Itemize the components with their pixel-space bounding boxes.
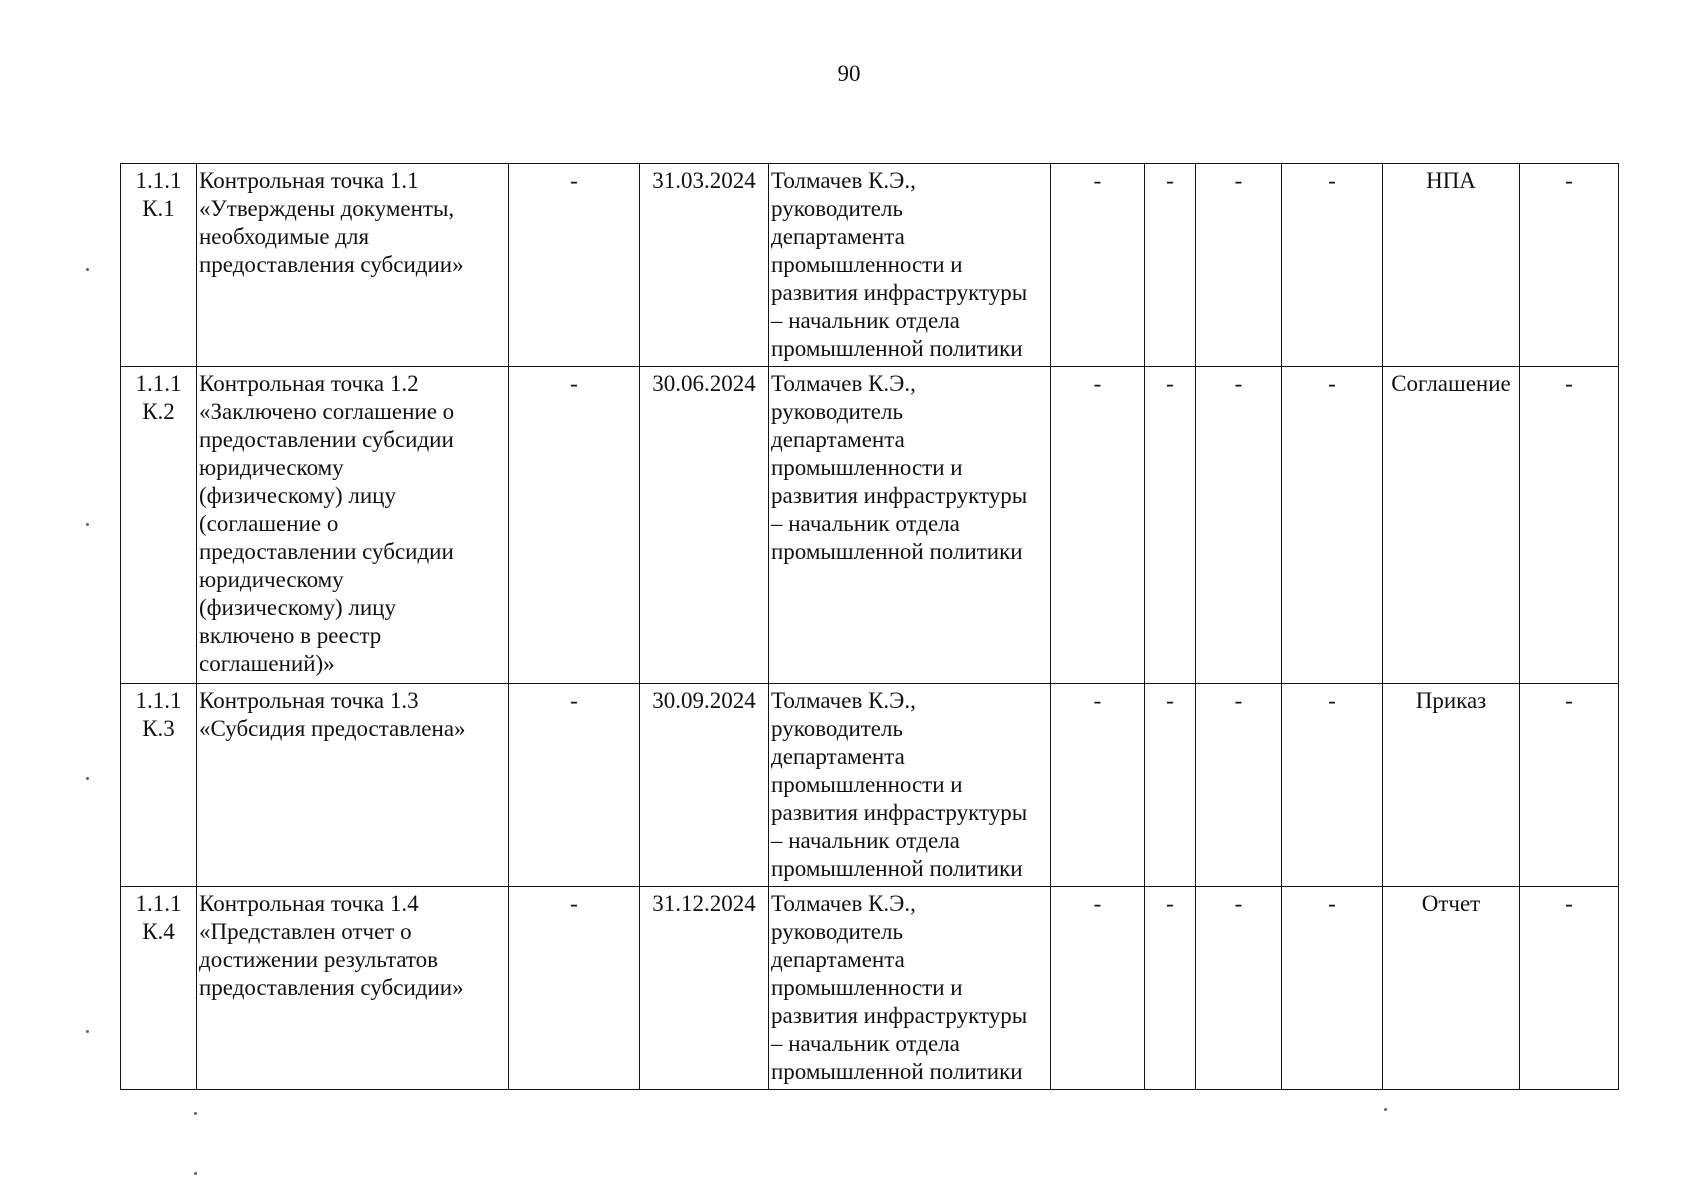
control-point-name-cell xyxy=(197,684,509,887)
end-date-cell: 31.03.2024 xyxy=(640,164,769,367)
responsible-line: промышленности и xyxy=(771,252,963,277)
control-point-name-line: достижении результатов xyxy=(199,947,439,972)
value-cell: - xyxy=(1196,164,1282,367)
control-point-name-line: юридическому xyxy=(199,567,344,592)
responsible-line: руководитель xyxy=(771,399,903,424)
row-code-line: 1.1.1 xyxy=(135,168,182,193)
control-point-name-cell xyxy=(197,887,509,1090)
responsible-line: департамента xyxy=(771,427,905,452)
responsible-line: департамента xyxy=(771,947,905,972)
responsible-line: развития инфраструктуры xyxy=(771,1003,1028,1028)
scan-speck xyxy=(86,1030,89,1033)
value-cell: - xyxy=(1196,684,1282,887)
control-point-name-line: «Заключено соглашение о xyxy=(199,399,455,424)
value-cell: - xyxy=(1145,684,1196,887)
responsible-line: развития инфраструктуры xyxy=(771,483,1028,508)
scan-speck xyxy=(86,523,89,526)
responsible-line: – начальник отдела xyxy=(771,511,960,536)
responsible-line: промышленной политики xyxy=(771,539,1023,564)
responsible-line: руководитель xyxy=(771,716,903,741)
control-points-table xyxy=(120,163,1619,1090)
control-point-name-line: «Представлен отчет о xyxy=(199,919,412,944)
row-code-cell xyxy=(121,684,197,887)
scan-speck xyxy=(1384,1108,1387,1111)
responsible-line: промышленной политики xyxy=(771,856,1023,881)
responsible-line: руководитель xyxy=(771,919,903,944)
table-row xyxy=(121,367,1619,684)
responsible-line: – начальник отдела xyxy=(771,828,960,853)
control-point-name-line: юридическому xyxy=(199,455,344,480)
document-type-cell: Приказ xyxy=(1383,684,1520,887)
control-point-name-line: предоставлении субсидии xyxy=(199,539,454,564)
responsible-cell xyxy=(769,684,1051,887)
value-cell: - xyxy=(1145,367,1196,684)
control-point-name-line: включено в реестр xyxy=(199,623,382,648)
responsible-line: промышленности и xyxy=(771,975,963,1000)
scan-speck xyxy=(86,777,89,780)
responsible-line: промышленности и xyxy=(771,455,963,480)
start-date-cell: - xyxy=(509,887,640,1090)
value-cell: - xyxy=(1282,367,1383,684)
responsible-line: департамента xyxy=(771,224,905,249)
scan-speck xyxy=(194,1172,197,1175)
row-code-line: К.3 xyxy=(142,716,175,741)
scan-speck xyxy=(86,268,89,271)
row-code-line: К.4 xyxy=(142,919,175,944)
responsible-line: развития инфраструктуры xyxy=(771,280,1028,305)
scan-speck xyxy=(194,1112,197,1115)
start-date-cell: - xyxy=(509,367,640,684)
row-code-line: 1.1.1 xyxy=(135,688,182,713)
control-point-name-line: Контрольная точка 1.2 xyxy=(199,371,419,396)
control-point-name-line: Контрольная точка 1.1 xyxy=(199,168,419,193)
responsible-cell xyxy=(769,887,1051,1090)
start-date-cell: - xyxy=(509,164,640,367)
value-cell: - xyxy=(1520,367,1619,684)
table-row xyxy=(121,887,1619,1090)
control-point-name-line: «Субсидия предоставлена» xyxy=(199,716,466,741)
document-type-cell: НПА xyxy=(1383,164,1520,367)
responsible-line: Толмачев К.Э., xyxy=(771,371,916,396)
row-code-line: 1.1.1 xyxy=(135,371,182,396)
responsible-cell xyxy=(769,367,1051,684)
control-point-name-line: «Утверждены документы, xyxy=(199,196,455,221)
responsible-line: Толмачев К.Э., xyxy=(771,891,916,916)
responsible-line: – начальник отдела xyxy=(771,1031,960,1056)
row-code-line: К.1 xyxy=(142,196,175,221)
control-point-name-line: соглашений)» xyxy=(199,651,335,676)
start-date-cell: - xyxy=(509,684,640,887)
value-cell: - xyxy=(1520,887,1619,1090)
end-date-cell: 31.12.2024 xyxy=(640,887,769,1090)
responsible-line: промышленной политики xyxy=(771,336,1023,361)
document-type-cell: Отчет xyxy=(1383,887,1520,1090)
responsible-line: Толмачев К.Э., xyxy=(771,168,916,193)
value-cell: - xyxy=(1520,164,1619,367)
control-point-name-line: Контрольная точка 1.4 xyxy=(199,891,419,916)
value-cell: - xyxy=(1282,684,1383,887)
value-cell: - xyxy=(1051,887,1145,1090)
control-point-name-cell xyxy=(197,367,509,684)
responsible-line: промышленности и xyxy=(771,772,963,797)
responsible-line: Толмачев К.Э., xyxy=(771,688,916,713)
control-point-name-cell xyxy=(197,164,509,367)
row-code-line: 1.1.1 xyxy=(135,891,182,916)
responsible-line: развития инфраструктуры xyxy=(771,800,1028,825)
value-cell: - xyxy=(1282,887,1383,1090)
value-cell: - xyxy=(1145,887,1196,1090)
control-point-name-line: Контрольная точка 1.3 xyxy=(199,688,419,713)
control-point-name-line: предоставления субсидии» xyxy=(199,252,464,277)
value-cell: - xyxy=(1520,684,1619,887)
end-date-cell: 30.09.2024 xyxy=(640,684,769,887)
value-cell: - xyxy=(1051,164,1145,367)
row-code-cell xyxy=(121,164,197,367)
end-date-cell: 30.06.2024 xyxy=(640,367,769,684)
table-row xyxy=(121,164,1619,367)
value-cell: - xyxy=(1282,164,1383,367)
row-code-cell xyxy=(121,887,197,1090)
control-point-name-line: необходимые для xyxy=(199,224,370,249)
control-point-name-line: (физическому) лицу xyxy=(199,483,396,508)
value-cell: - xyxy=(1051,367,1145,684)
control-point-name-line: (соглашение о xyxy=(199,511,339,536)
table-row xyxy=(121,684,1619,887)
responsible-line: – начальник отдела xyxy=(771,308,960,333)
control-point-name-line: предоставления субсидии» xyxy=(199,975,464,1000)
responsible-line: промышленной политики xyxy=(771,1059,1023,1084)
value-cell: - xyxy=(1196,367,1282,684)
page-number: 90 xyxy=(837,61,861,86)
control-point-name-line: (физическому) лицу xyxy=(199,595,396,620)
responsible-line: руководитель xyxy=(771,196,903,221)
document-type-cell: Соглашение xyxy=(1383,367,1520,684)
value-cell: - xyxy=(1145,164,1196,367)
value-cell: - xyxy=(1051,684,1145,887)
control-point-name-line: предоставлении субсидии xyxy=(199,427,454,452)
row-code-line: К.2 xyxy=(142,399,175,424)
value-cell: - xyxy=(1196,887,1282,1090)
responsible-cell xyxy=(769,164,1051,367)
row-code-cell xyxy=(121,367,197,684)
responsible-line: департамента xyxy=(771,744,905,769)
